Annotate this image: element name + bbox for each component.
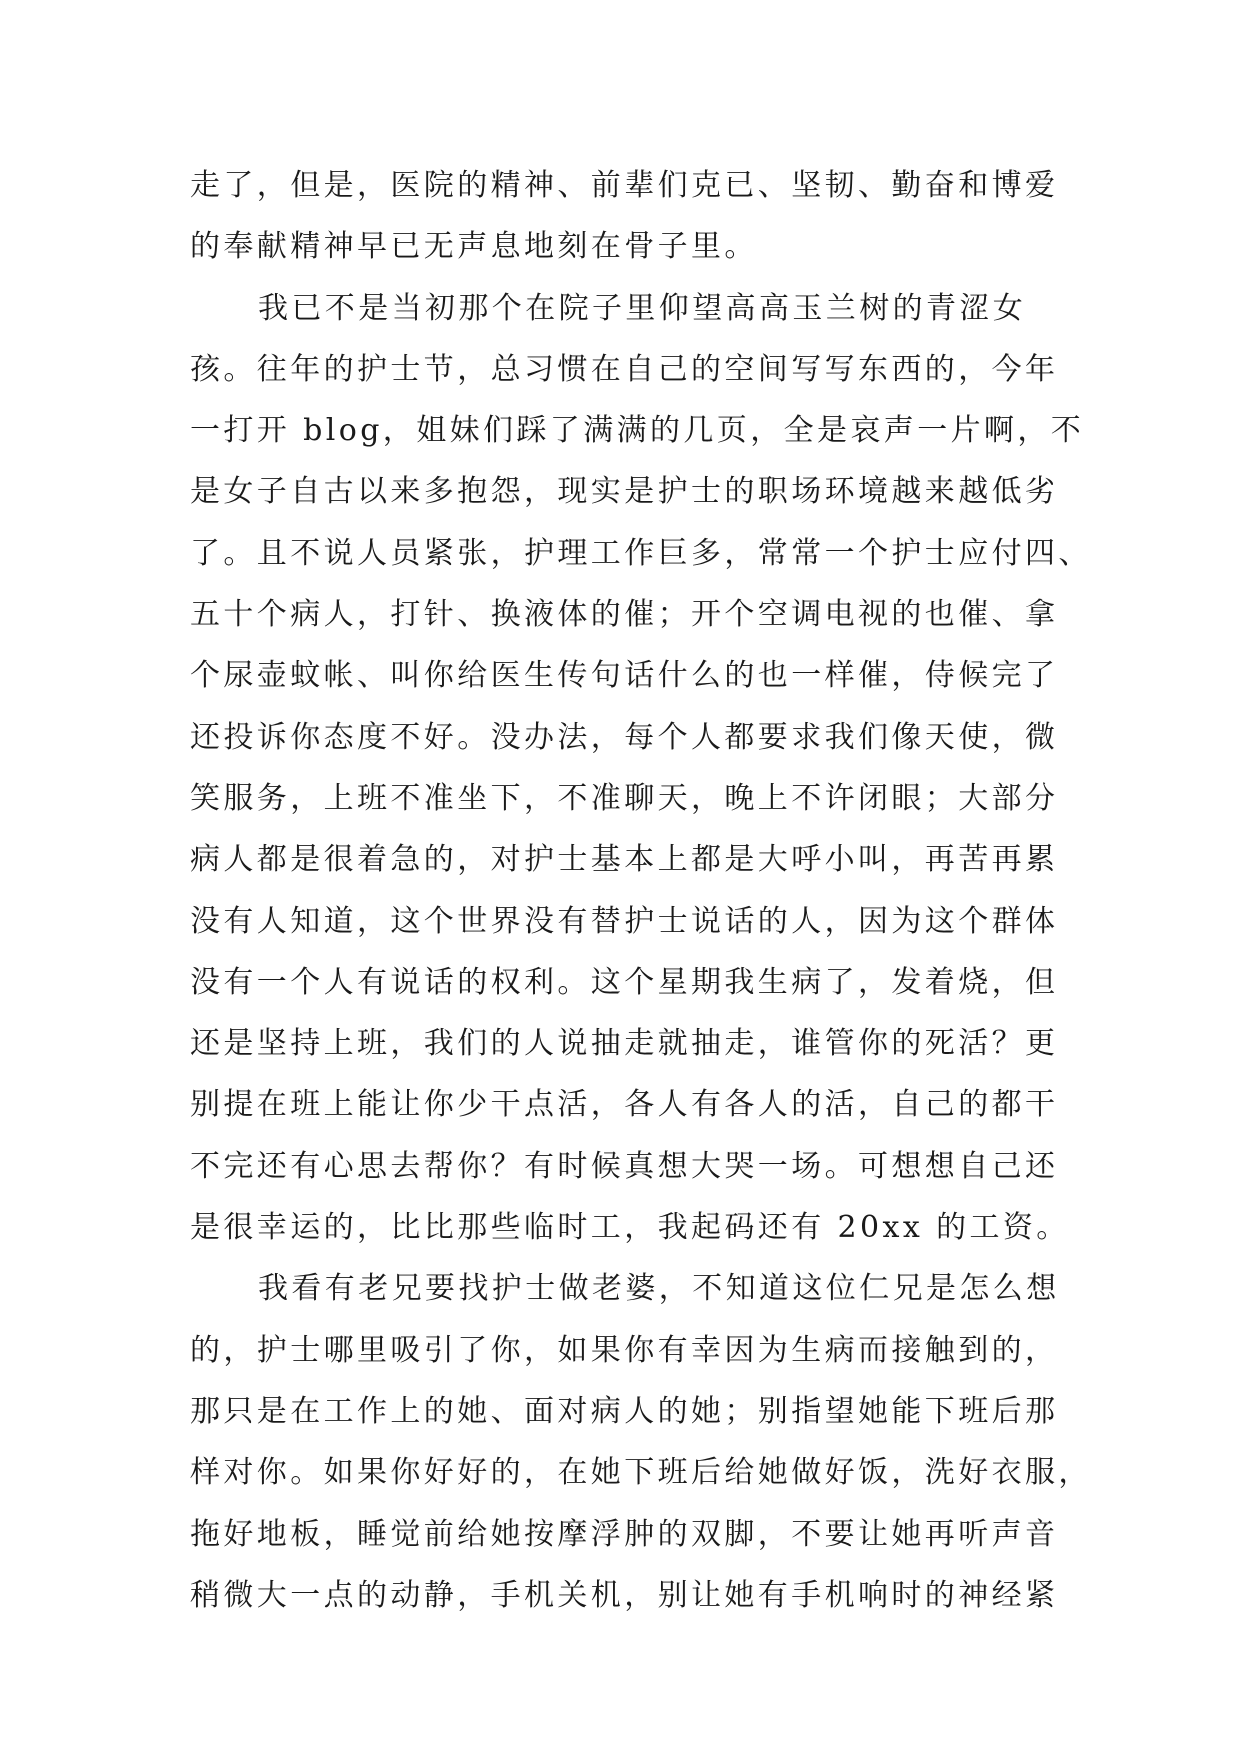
paragraph-line: 别提在班上能让你少干点活，各人有各人的活，自己的都干 (190, 1087, 1059, 1123)
paragraph-line: 一打开 blog，姐妹们踩了满满的几页，全是哀声一片啊，不 (190, 413, 1085, 449)
paragraph-line: 五十个病人，打针、换液体的催；开个空调电视的也催、拿 (190, 597, 1059, 633)
paragraph-line: 还是坚持上班，我们的人说抽走就抽走，谁管你的死活？更 (190, 1026, 1059, 1062)
paragraph-line: 是很幸运的，比比那些临时工，我起码还有 20xx 的工资。 (190, 1210, 1070, 1246)
paragraph-line: 没有人知道，这个世界没有替护士说话的人，因为这个群体 (190, 903, 1059, 939)
paragraph-line: 样对你。如果你好好的，在她下班后给她做好饭，洗好衣服， (190, 1455, 1092, 1491)
paragraph-first-line: 我已不是当初那个在院子里仰望高高玉兰树的青涩女 (258, 290, 1027, 326)
paragraph-line: 个尿壶蚊帐、叫你给医生传句话什么的也一样催，侍候完了 (190, 658, 1059, 694)
paragraph-line: 了。且不说人员紧张，护理工作巨多，常常一个护士应付四、 (190, 535, 1092, 571)
paragraph-line: 的，护士哪里吸引了你，如果你有幸因为生病而接触到的， (190, 1332, 1059, 1368)
paragraph-first-line: 我看有老兄要找护士做老婆，不知道这位仁兄是怎么想 (258, 1271, 1060, 1307)
document-body (190, 155, 1092, 1626)
paragraph-line: 拖好地板，睡觉前给她按摩浮肿的双脚，不要让她再听声音 (190, 1516, 1059, 1552)
paragraph-line: 还投诉你态度不好。没办法，每个人都要求我们像天使，微 (190, 719, 1059, 755)
paragraph-line: 那只是在工作上的她、面对病人的她；别指望她能下班后那 (190, 1393, 1059, 1429)
paragraph-line: 没有一个人有说话的权利。这个星期我生病了，发着烧，但 (190, 964, 1059, 1000)
paragraph-line: 笑服务，上班不准坐下，不准聊天，晚上不许闭眼；大部分 (190, 780, 1059, 816)
paragraph-line: 走了，但是，医院的精神、前辈们克已、坚韧、勤奋和博爱 (190, 168, 1059, 203)
paragraph-line: 孩。往年的护士节，总习惯在自己的空间写写东西的，今年 (190, 351, 1059, 387)
paragraph-line: 是女子自古以来多抱怨，现实是护士的职场环境越来越低劣 (190, 474, 1059, 510)
paragraph-line: 的奉献精神早已无声息地刻在骨子里。 (190, 229, 758, 265)
paragraph-line: 不完还有心思去帮你？有时候真想大哭一场。可想想自己还 (190, 1148, 1059, 1184)
paragraph-line: 稍微大一点的动静，手机关机，别让她有手机响时的神经紧 (190, 1577, 1059, 1613)
paragraph-line: 病人都是很着急的，对护士基本上都是大呼小叫，再苦再累 (190, 842, 1059, 878)
